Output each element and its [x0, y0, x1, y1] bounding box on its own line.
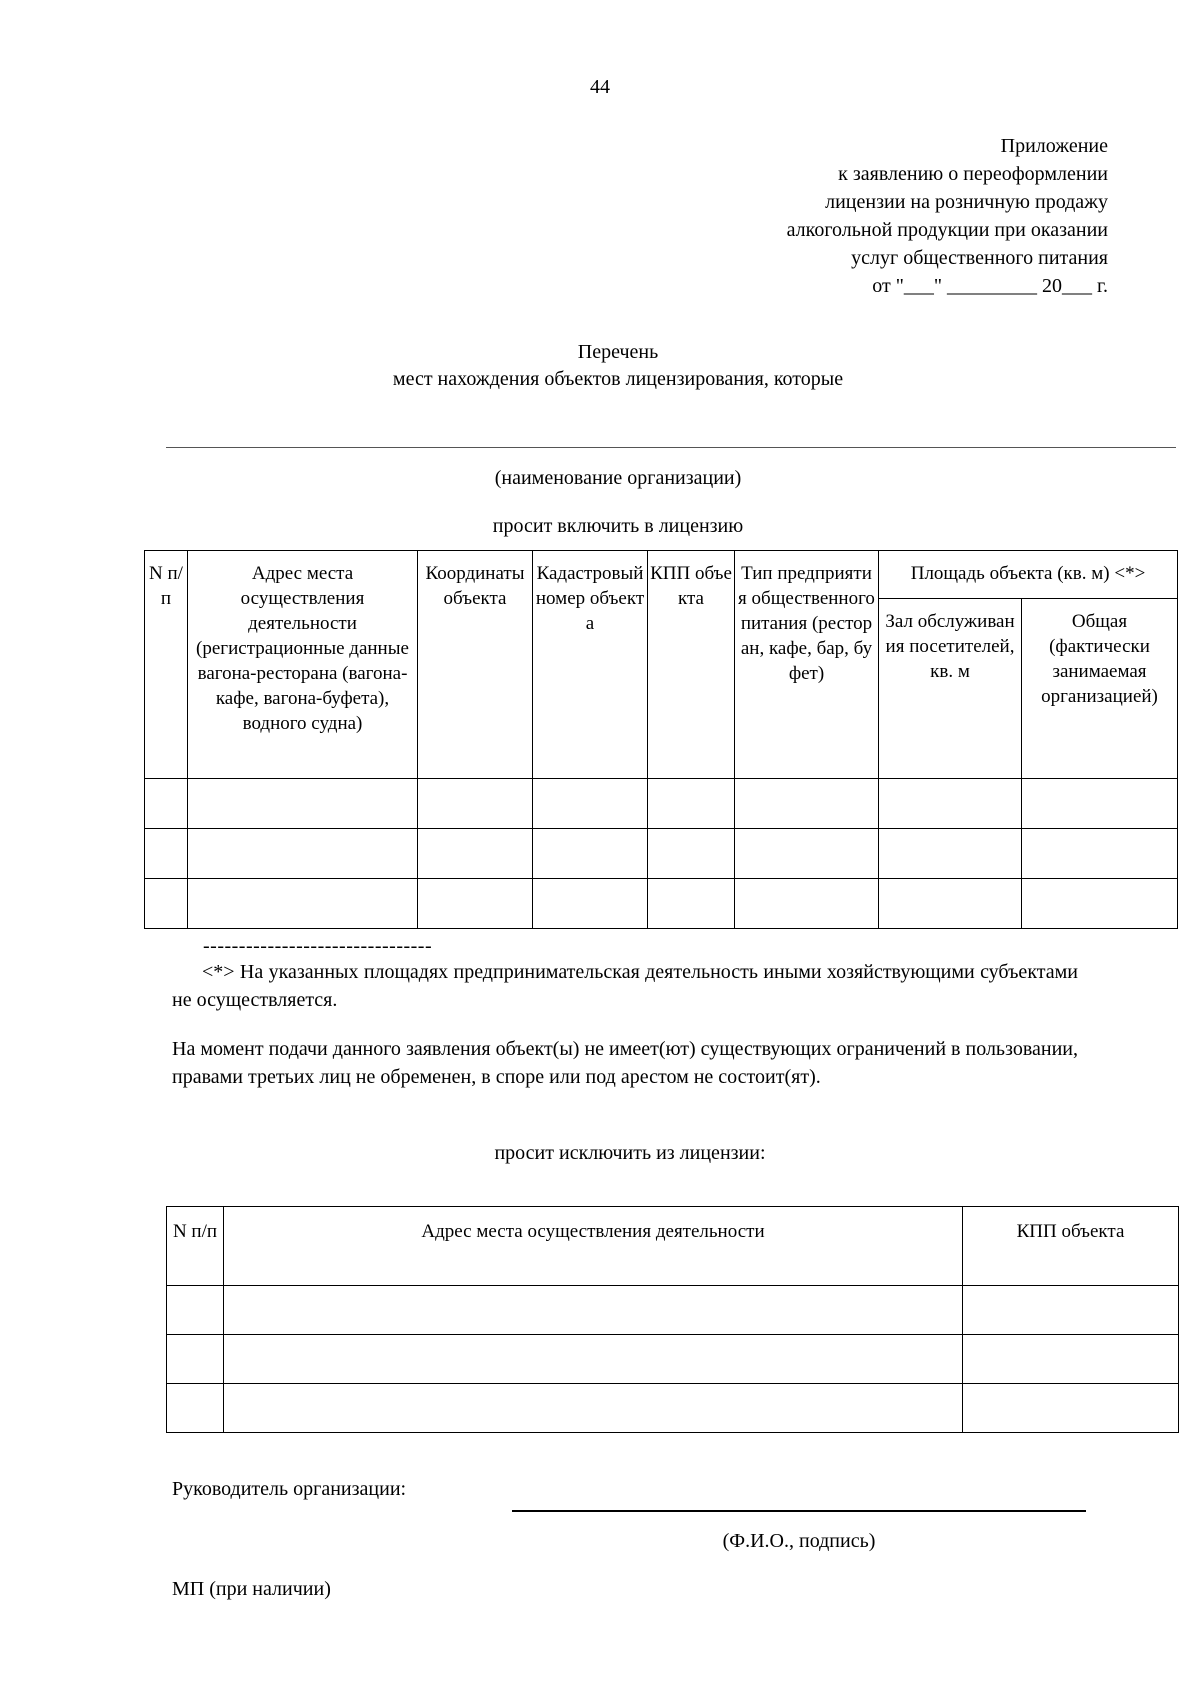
table-cell [533, 779, 648, 829]
table-cell [879, 879, 1022, 929]
include-header-row [145, 551, 1178, 599]
header-num: N п/п [145, 551, 188, 779]
table-cell [1022, 829, 1178, 879]
table-cell [418, 779, 533, 829]
header-kpp: КПП объекта [963, 1207, 1179, 1286]
table-row [145, 879, 1178, 929]
table-cell [533, 829, 648, 879]
organization-name-line [166, 447, 1176, 448]
exclude-label: просит исключить из лицензии: [494, 1142, 766, 1164]
stamp-label: МП (при наличии) [172, 1578, 331, 1600]
table-cell [167, 1335, 224, 1384]
table-cell [735, 779, 879, 829]
table-cell [648, 779, 735, 829]
table-cell [735, 829, 879, 879]
table-cell [963, 1286, 1179, 1335]
table-cell [963, 1335, 1179, 1384]
table-cell [224, 1384, 963, 1433]
table-cell [145, 829, 188, 879]
appendix-line: Приложение [1000, 135, 1108, 157]
table-cell [648, 829, 735, 879]
table-cell [418, 879, 533, 929]
table-row [145, 829, 1178, 879]
table-cell [167, 1286, 224, 1335]
table-cell [224, 1335, 963, 1384]
table-cell [963, 1384, 1179, 1433]
header-type: Тип предприятия общественного питания (ресторан, кафе, бар, буфет) [735, 551, 879, 779]
appendix-date-line: от "___" _________ 20___ г. [872, 275, 1108, 297]
header-hall: Зал обслуживания посетителей, кв. м [879, 599, 1022, 779]
table-cell [879, 829, 1022, 879]
table-cell [224, 1286, 963, 1335]
appendix-block [787, 132, 1108, 300]
footnote-text: <*> На указанных площадях предпринимательская деятельность иными хозяйствующими субъектами не осуществляется. [172, 961, 1078, 1011]
table-cell [145, 879, 188, 929]
table-cell [1022, 879, 1178, 929]
header-address: Адрес места осуществления деятельности (регистрационные данные вагона-ресторана (вагона-кафе, вагона-буфета), водного судна) [188, 551, 418, 779]
table-row [145, 779, 1178, 829]
appendix-line: услуг общественного питания [851, 247, 1108, 269]
header-kpp: КПП объекта [648, 551, 735, 779]
table-cell [418, 829, 533, 879]
appendix-line: алкогольной продукции при оказании [786, 219, 1108, 241]
header-total: Общая (фактически занимаемая организацией) [1022, 599, 1178, 779]
table-row [167, 1286, 1179, 1335]
include-table [144, 550, 1178, 929]
header-area: Площадь объекта (кв. м) <*> [879, 551, 1178, 599]
table-cell [188, 879, 418, 929]
table-cell [879, 779, 1022, 829]
table-row [167, 1335, 1179, 1384]
organization-caption: (наименование организации) [494, 467, 742, 489]
document-title: Перечень [577, 341, 659, 363]
table-cell [533, 879, 648, 929]
statement-paragraph: На момент подачи данного заявления объект(ы) не имеет(ют) существующих ограничений в пользовании, правами третьих лиц не обременен, в споре или под арестом не состоит(ят). [172, 1038, 1078, 1088]
header-cadastral: Кадастровый номер объекта [533, 551, 648, 779]
header-address: Адрес места осуществления деятельности [224, 1207, 963, 1286]
table-cell [1022, 779, 1178, 829]
table-cell [167, 1384, 224, 1433]
table-cell [188, 829, 418, 879]
table-cell [188, 779, 418, 829]
table-cell [145, 779, 188, 829]
header-num: N п/п [167, 1207, 224, 1286]
page-number: 44 [590, 76, 610, 98]
table-cell [648, 879, 735, 929]
appendix-line: лицензии на розничную продажу [825, 191, 1108, 213]
document-subtitle: мест нахождения объектов лицензирования, которые [392, 368, 844, 390]
signature-caption: (Ф.И.О., подпись) [722, 1530, 876, 1552]
appendix-line: к заявлению о переоформлении [838, 163, 1108, 185]
signature-line [512, 1510, 1086, 1512]
include-label: просит включить в лицензию [492, 515, 744, 537]
table-row [167, 1384, 1179, 1433]
header-coordinates: Координаты объекта [418, 551, 533, 779]
table-cell [735, 879, 879, 929]
footnote-separator: -------------------------------- [203, 935, 433, 957]
signature-label: Руководитель организации: [172, 1478, 407, 1500]
exclude-header-row [167, 1207, 1179, 1286]
exclude-table [166, 1206, 1179, 1433]
